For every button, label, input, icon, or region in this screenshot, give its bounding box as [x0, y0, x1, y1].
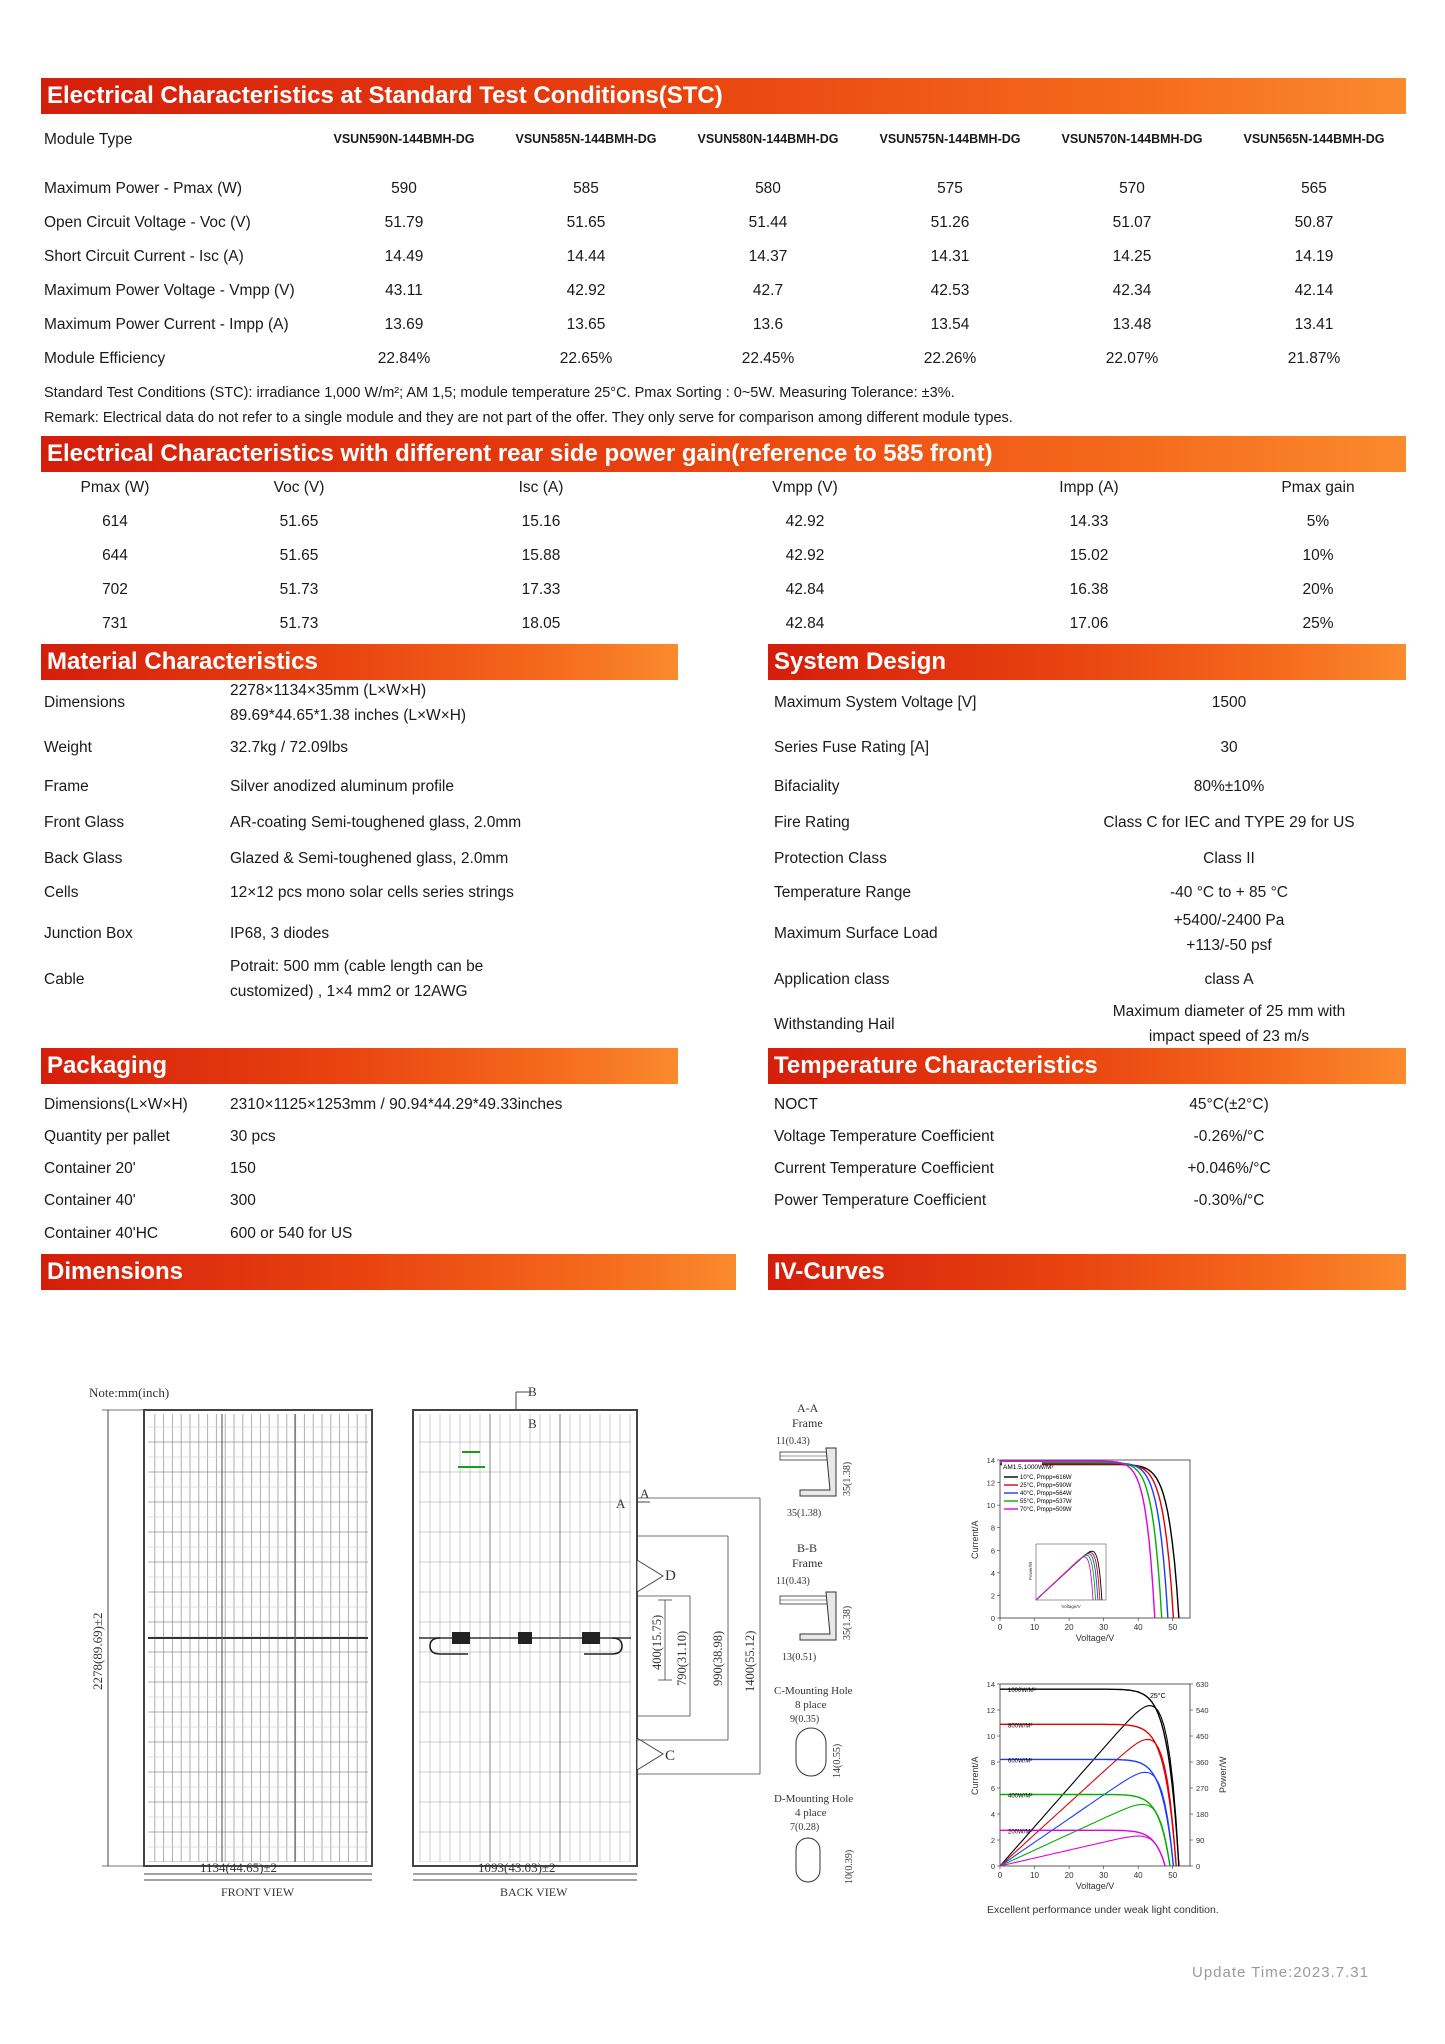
power-tick-label: 90: [1196, 1836, 1205, 1845]
stc-cell: 14.25: [1112, 248, 1152, 265]
dim-990-label: 990(38.98): [711, 1630, 725, 1686]
stc-cell: 42.53: [930, 282, 970, 299]
power-tick-label: 0: [1196, 1862, 1201, 1871]
aa-35w: 35(1.38): [787, 1508, 822, 1519]
x-tick-label: 0: [997, 1871, 1003, 1880]
packaging-value: 2310×1125×1253mm / 90.94*44.29*49.33inches: [230, 1096, 563, 1113]
system-label: Maximum Surface Load: [774, 925, 938, 942]
packaging-value: 600 or 540 for US: [230, 1225, 353, 1242]
material-value: 2278×1134×35mm (L×W×H): [230, 682, 427, 699]
rear-cell: 17.33: [521, 581, 561, 598]
rear-title: Electrical Characteristics with different rear side power gain(reference to 585 front): [47, 440, 993, 467]
bottom-ylabel: Current/A: [970, 1756, 980, 1795]
stc-cell: 51.07: [1112, 214, 1152, 231]
material-value: Silver anodized aluminum profile: [230, 778, 455, 795]
x-tick-label: 0: [997, 1623, 1003, 1632]
x-tick-label: 30: [1099, 1623, 1109, 1632]
top-legend-item: 40°C, Pmpp=564W: [1020, 1491, 1072, 1497]
temperature-title: Temperature Characteristics: [774, 1052, 1098, 1079]
mount-c-label: C: [665, 1748, 676, 1764]
rear-cell: 25%: [1302, 615, 1334, 632]
dimensions-title: Dimensions: [47, 1258, 184, 1285]
model-header: VSUN590N-144BMH-DG: [333, 132, 475, 146]
material-value: 32.7kg / 72.09lbs: [230, 739, 349, 756]
temperature-label: Power Temperature Coefficient: [774, 1192, 987, 1209]
bottom-legend-item: 800W/M²: [1008, 1723, 1033, 1730]
iv-title: IV-Curves: [774, 1258, 885, 1285]
rear-cell: 15.16: [521, 513, 561, 530]
stc-row-label: Module Efficiency: [44, 350, 166, 367]
material-label: Back Glass: [44, 850, 123, 867]
stc-cell: 50.87: [1294, 214, 1334, 231]
section-a-label: A: [616, 1496, 626, 1511]
y-tick-label: 14: [986, 1680, 995, 1689]
bb-sub: Frame: [792, 1556, 823, 1570]
bottom-temp-label: 25°C: [1150, 1693, 1166, 1700]
aa-11: 11(0.43): [776, 1436, 810, 1447]
rear-cell: 42.92: [785, 547, 825, 564]
rear-cell: 51.73: [279, 581, 319, 598]
x-tick-label: 40: [1133, 1623, 1143, 1632]
bottom-ylabel2: Power/W: [1218, 1756, 1228, 1793]
stc-note: Standard Test Conditions (STC): irradiance 1,000 W/m²; AM 1,5; module temperature 25°C. Pmax Sorting : 0~5W. Measuring Tolerance: ±3%.: [44, 385, 955, 401]
front-length-label: 2278(89.69)±2: [90, 1612, 105, 1690]
system-label: Maximum System Voltage [V]: [774, 694, 977, 711]
mount-d-label: D: [665, 1568, 676, 1584]
stc-cell: 42.34: [1112, 282, 1152, 299]
x-tick-label: 20: [1064, 1871, 1074, 1880]
rear-cell: 614: [102, 513, 128, 530]
y-tick-label: 6: [990, 1546, 995, 1556]
aa-35h: 35(1.38): [842, 1461, 853, 1496]
aa-title: A-A: [797, 1401, 819, 1415]
rear-cell: 702: [102, 581, 128, 598]
y-tick-label: 0: [990, 1862, 995, 1871]
stc-cell: 570: [1119, 180, 1145, 197]
section-b-label-2: B: [528, 1416, 537, 1431]
system-label: Application class: [774, 971, 890, 988]
rear-cell: 15.88: [521, 547, 561, 564]
system-value-line2: impact speed of 23 m/s: [1148, 1028, 1310, 1045]
top-ylabel: Current/A: [970, 1520, 980, 1559]
d-hole-sub: 4 place: [795, 1807, 827, 1819]
system-value: -40 °C to + 85 °C: [1170, 884, 1288, 901]
system-label: Series Fuse Rating [A]: [774, 739, 930, 756]
rear-cell: 18.05: [521, 615, 561, 632]
temperature-value: 45°C(±2°C): [1189, 1096, 1269, 1113]
rear-cell: 14.33: [1069, 513, 1109, 530]
packaging-label: Container 40': [44, 1192, 136, 1209]
iv-curves: [960, 1450, 1260, 1920]
d-hole-7: 7(0.28): [790, 1822, 820, 1833]
packaging-label: Container 20': [44, 1160, 136, 1177]
d-hole-10: 10(0.39): [844, 1849, 855, 1884]
stc-title: Electrical Characteristics at Standard Test Conditions(STC): [47, 82, 723, 109]
stc-cell: 21.87%: [1287, 350, 1341, 367]
stc-cell: 13.65: [566, 316, 606, 333]
section-a-label-2: A: [640, 1486, 650, 1501]
c-hole-14: 14(0.55): [832, 1743, 843, 1778]
model-header: VSUN570N-144BMH-DG: [1061, 132, 1203, 146]
y-tick-label: 10: [986, 1501, 995, 1511]
y-tick-label: 4: [990, 1568, 995, 1578]
y-tick-label: 14: [986, 1456, 995, 1465]
packaging-label: Quantity per pallet: [44, 1128, 170, 1145]
system-value: 30: [1220, 739, 1238, 756]
rear-cell: 42.84: [785, 615, 825, 632]
stc-cell: 13.54: [930, 316, 970, 333]
model-header: VSUN585N-144BMH-DG: [515, 132, 657, 146]
temperature-label: NOCT: [774, 1096, 818, 1113]
stc-cell: 585: [573, 180, 599, 197]
power-tick-label: 180: [1196, 1810, 1209, 1819]
stc-cell: 14.31: [930, 248, 970, 265]
system-value: Class C for IEC and TYPE 29 for US: [1103, 814, 1355, 831]
power-tick-label: 540: [1196, 1706, 1209, 1715]
aa-sub: Frame: [792, 1416, 823, 1430]
power-tick-label: 630: [1196, 1680, 1209, 1689]
material-label: Front Glass: [44, 814, 125, 831]
rear-cell: 51.65: [279, 513, 319, 530]
rear-header: Pmax (W): [80, 479, 150, 496]
rear-cell: 731: [102, 615, 128, 632]
material-title: Material Characteristics: [47, 648, 318, 675]
dim-400-label: 400(15.75): [650, 1614, 664, 1670]
rear-cell: 644: [102, 547, 128, 564]
stc-cell: 43.11: [385, 282, 423, 299]
stc-cell: 14.37: [748, 248, 788, 265]
system-value: 1500: [1211, 694, 1247, 711]
plot-frame: [1000, 1684, 1190, 1866]
rear-cell: 17.06: [1069, 615, 1109, 632]
rear-cell: 51.73: [279, 615, 319, 632]
system-value: Class II: [1203, 850, 1255, 867]
bb-11: 11(0.43): [776, 1576, 810, 1587]
stc-cell: 13.6: [752, 316, 784, 333]
rear-cell: 5%: [1306, 513, 1330, 530]
power-tick-label: 360: [1196, 1758, 1209, 1767]
stc-cell: 590: [391, 180, 417, 197]
x-tick-label: 30: [1099, 1871, 1109, 1880]
packaging-value: 150: [230, 1160, 256, 1177]
system-title: System Design: [774, 648, 947, 675]
stc-cell: 580: [755, 180, 781, 197]
stc-cell: 22.07%: [1105, 350, 1159, 367]
system-label: Protection Class: [774, 850, 887, 867]
power-tick-label: 450: [1196, 1732, 1209, 1741]
iv-caption: Excellent performance under weak light condition.: [987, 1904, 1219, 1916]
material-label: Frame: [44, 778, 89, 795]
y-tick-label: 0: [990, 1614, 995, 1623]
material-value: IP68, 3 diodes: [230, 925, 330, 942]
system-value-line2: +113/-50 psf: [1186, 937, 1272, 954]
rear-cell: 51.65: [279, 547, 319, 564]
rear-cell: 42.92: [785, 513, 825, 530]
system-label: Bifaciality: [774, 778, 840, 795]
system-label: Temperature Range: [774, 884, 911, 901]
y-tick-label: 2: [990, 1836, 995, 1845]
stc-row-label: Open Circuit Voltage - Voc (V): [44, 214, 251, 231]
y-tick-label: 2: [990, 1591, 995, 1601]
y-tick-label: 12: [986, 1706, 995, 1715]
c-hole-title: C-Mounting Hole: [774, 1685, 853, 1697]
system-value: +5400/-2400 Pa: [1173, 912, 1285, 929]
rear-cell: 10%: [1302, 547, 1334, 564]
dim-note: Note:mm(inch): [89, 1385, 170, 1400]
system-label: Fire Rating: [774, 814, 850, 831]
top-legend-item: 55°C, Pmpp=537W: [1020, 1499, 1072, 1505]
material-value: AR-coating Semi-toughened glass, 2.0mm: [230, 814, 522, 831]
stc-cell: 14.49: [384, 248, 424, 265]
stc-cell: 22.84%: [377, 350, 431, 367]
model-header: VSUN580N-144BMH-DG: [697, 132, 839, 146]
stc-row-label: Short Circuit Current - Isc (A): [44, 248, 244, 265]
top-legend-item: 25°C, Pmpp=590W: [1020, 1483, 1072, 1489]
temperature-value: -0.30%/°C: [1193, 1192, 1265, 1209]
stc-cell: 42.14: [1294, 282, 1334, 299]
inset-ylabel: Power/W: [1028, 1561, 1033, 1580]
bb-13: 13(0.51): [782, 1652, 817, 1663]
temperature-value: +0.046%/°C: [1187, 1160, 1271, 1177]
stc-cell: 22.65%: [559, 350, 613, 367]
rear-cell: 16.38: [1069, 581, 1109, 598]
material-label: Cells: [44, 884, 79, 901]
c-hole-9: 9(0.35): [790, 1714, 820, 1725]
rear-header: Impp (A): [1059, 479, 1119, 496]
rear-header: Voc (V): [273, 479, 325, 496]
x-tick-label: 10: [1030, 1871, 1039, 1880]
material-label: Weight: [44, 739, 92, 756]
back-view-label: BACK VIEW: [500, 1885, 568, 1899]
module-type-label: Module Type: [44, 131, 133, 148]
material-value: 12×12 pcs mono solar cells series strings: [230, 884, 514, 901]
bb-title: B-B: [797, 1541, 818, 1555]
rear-cell: 20%: [1302, 581, 1334, 598]
inset-xlabel: Voltage/V: [1061, 1604, 1081, 1609]
top-legend-item: 10°C, Pmpp=616W: [1020, 1475, 1072, 1481]
system-value: Maximum diameter of 25 mm with: [1112, 1003, 1346, 1020]
stc-row-label: Maximum Power - Pmax (W): [44, 180, 243, 197]
system-value: class A: [1204, 971, 1254, 988]
update-time: Update Time:2023.7.31: [1192, 1964, 1369, 1981]
system-value: 80%±10%: [1193, 778, 1265, 795]
packaging-label: Dimensions(L×W×H): [44, 1096, 188, 1113]
back-width-label: 1093(43.03)±2: [478, 1860, 556, 1875]
model-header: VSUN575N-144BMH-DG: [879, 132, 1021, 146]
stc-cell: 13.69: [384, 316, 424, 333]
y-tick-label: 10: [986, 1732, 995, 1741]
x-tick-label: 40: [1133, 1871, 1143, 1880]
temperature-value: -0.26%/°C: [1193, 1128, 1265, 1145]
material-value: Potrait: 500 mm (cable length can be: [230, 958, 484, 975]
stc-cell: 575: [937, 180, 963, 197]
y-tick-label: 12: [986, 1478, 995, 1488]
packaging-title: Packaging: [47, 1052, 168, 1079]
power-tick-label: 270: [1196, 1784, 1209, 1793]
packaging-value: 30 pcs: [230, 1128, 276, 1145]
y-tick-label: 4: [990, 1810, 995, 1819]
model-header: VSUN565N-144BMH-DG: [1243, 132, 1385, 146]
system-label: Withstanding Hail: [774, 1016, 895, 1033]
stc-cell: 13.48: [1112, 316, 1152, 333]
bb-35h: 35(1.38): [842, 1605, 853, 1640]
d-hole-title: D-Mounting Hole: [774, 1793, 854, 1805]
y-tick-label: 8: [990, 1523, 995, 1533]
stc-cell: 51.79: [384, 214, 424, 231]
y-tick-label: 8: [990, 1758, 995, 1767]
material-value-line2: customized) , 1×4 mm2 or 12AWG: [230, 983, 468, 1000]
bottom-legend-item: 600W/M²: [1008, 1758, 1033, 1765]
rear-header: Vmpp (V): [772, 479, 838, 496]
material-label: Cable: [44, 971, 85, 988]
stc-cell: 51.26: [930, 214, 970, 231]
stc-cell: 14.19: [1294, 248, 1334, 265]
top-xlabel: Voltage/V: [1075, 1633, 1115, 1643]
rear-header: Isc (A): [518, 479, 564, 496]
top-legend-item: 70°C, Pmpp=509W: [1020, 1507, 1072, 1513]
x-tick-label: 50: [1168, 1623, 1178, 1632]
stc-cell: 22.26%: [923, 350, 977, 367]
temperature-label: Current Temperature Coefficient: [774, 1160, 994, 1177]
stc-cell: 51.65: [566, 214, 606, 231]
x-tick-label: 50: [1168, 1871, 1178, 1880]
material-value-line2: 89.69*44.65*1.38 inches (L×W×H): [230, 707, 467, 724]
x-tick-label: 10: [1030, 1623, 1039, 1632]
stc-cell: 42.92: [566, 282, 606, 299]
temperature-label: Voltage Temperature Coefficient: [774, 1128, 995, 1145]
stc-cell: 14.44: [566, 248, 606, 265]
x-tick-label: 20: [1064, 1623, 1074, 1632]
bottom-legend-item: 200W/M²: [1008, 1829, 1033, 1836]
rear-cell: 15.02: [1069, 547, 1109, 564]
material-label: Dimensions: [44, 694, 125, 711]
stc-remark: Remark: Electrical data do not refer to a single module and they are not part of the offer. They only serve for comparison among different module types.: [44, 410, 1013, 426]
rear-header: Pmax gain: [1281, 479, 1355, 496]
material-value: Glazed & Semi-toughened glass, 2.0mm: [230, 850, 509, 867]
packaging-value: 300: [230, 1192, 256, 1209]
top-chart-title: AM1.5,1000W/M²: [1003, 1464, 1054, 1471]
bottom-legend-item: 1000W/M²: [1008, 1688, 1036, 1695]
dim-790-label: 790(31.10): [675, 1630, 689, 1686]
stc-cell: 565: [1301, 180, 1327, 197]
stc-cell: 22.45%: [741, 350, 795, 367]
bottom-legend-item: 400W/M²: [1008, 1793, 1033, 1800]
material-label: Junction Box: [44, 925, 133, 942]
y-tick-label: 6: [990, 1784, 995, 1793]
stc-row-label: Maximum Power Current - Impp (A): [44, 316, 289, 333]
rear-cell: 42.84: [785, 581, 825, 598]
packaging-label: Container 40'HC: [44, 1225, 159, 1242]
c-hole-sub: 8 place: [795, 1699, 827, 1711]
front-width-label: 1134(44.65)±2: [200, 1860, 278, 1875]
stc-cell: 51.44: [748, 214, 788, 231]
stc-cell: 42.7: [752, 282, 784, 299]
stc-row-label: Maximum Power Voltage - Vmpp (V): [44, 282, 295, 299]
stc-cell: 13.41: [1294, 316, 1334, 333]
dim-1400-label: 1400(55.12): [743, 1630, 757, 1692]
section-b-label: B: [528, 1384, 537, 1399]
bottom-xlabel: Voltage/V: [1075, 1881, 1115, 1891]
front-view-label: FRONT VIEW: [221, 1885, 295, 1899]
